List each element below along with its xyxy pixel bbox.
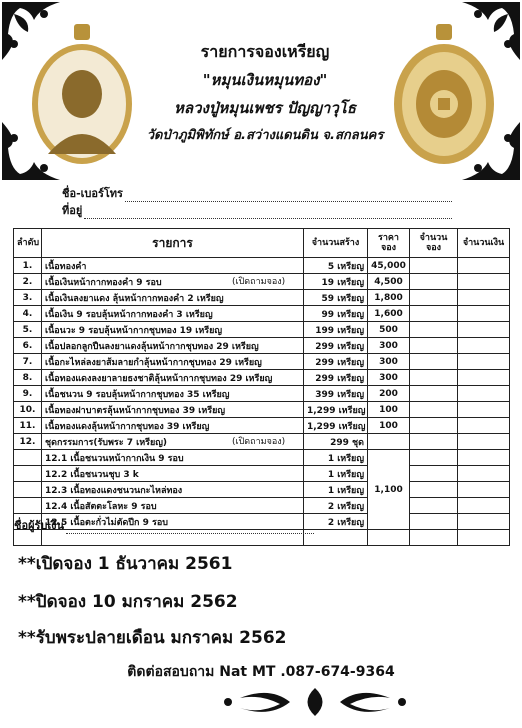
row-amount-cell[interactable]: [458, 434, 510, 450]
table-row: [14, 306, 510, 322]
sub-row-item: 12.3 เนื้อทองแดงชนวนกะไหล่ทอง: [42, 482, 304, 498]
row-price: 100: [368, 418, 410, 434]
row-order-qty-cell[interactable]: [410, 322, 458, 338]
row-item-label: เนื้อเงินลงยาแดง ลุ้นหน้ากากทองคำ 2 เหรียญ: [45, 293, 224, 304]
row-item-label: เนื้อทองฝาบาตรลุ้นหน้ากากชุบทอง 39 เหรียญ: [45, 405, 226, 416]
row-item-label: เนื้อทองแดงลงยาลายธงชาติลุ้นหน้ากากชุบทอง 29 เหรียญ: [45, 373, 273, 384]
row-order-qty-cell[interactable]: [410, 418, 458, 434]
table-row: [14, 354, 510, 370]
row-amount-cell[interactable]: [458, 466, 510, 482]
row-price-cell: [368, 434, 410, 450]
row-price: 300: [368, 338, 410, 354]
row-order-qty-cell[interactable]: [410, 450, 458, 466]
row-qty: 299 ชุด: [304, 434, 368, 450]
sub-row-qty: 1 เหรียญ: [304, 466, 368, 482]
row-no: 6.: [14, 338, 42, 354]
address-line[interactable]: [84, 208, 452, 219]
name-phone-line[interactable]: [125, 191, 452, 202]
table-header-row: [14, 229, 510, 258]
row-no: 11.: [14, 418, 42, 434]
row-no: 8.: [14, 370, 42, 386]
row-qty: 299 เหรียญ: [304, 354, 368, 370]
row-qty: 5 เหรียญ: [304, 258, 368, 274]
row-item: [42, 274, 304, 290]
row-order-qty-cell[interactable]: [410, 370, 458, 386]
blank-cell: [368, 530, 410, 546]
sub-row-qty: 1 เหรียญ: [304, 450, 368, 466]
row-item: [42, 322, 304, 338]
header-item: รายการ: [42, 229, 304, 258]
row-price: 100: [368, 402, 410, 418]
receiver-line[interactable]: [66, 523, 314, 534]
row-item-label: ชุดกรรมการ(รับพระ 7 เหรียญ): [45, 437, 168, 448]
table-sub-row: [14, 450, 510, 466]
row-amount-cell[interactable]: [458, 482, 510, 498]
row-no: 5.: [14, 322, 42, 338]
row-amount-cell[interactable]: [458, 514, 510, 530]
name-phone-field[interactable]: [62, 186, 452, 202]
row-no: 2.: [14, 274, 42, 290]
row-qty: 299 เหรียญ: [304, 338, 368, 354]
row-item-label: เนื้อนวะ 9 รอบลุ้นหน้ากากชุบทอง 19 เหรียญ: [45, 325, 223, 336]
header-price: ราคาจอง: [368, 229, 410, 258]
row-no-empty: [14, 482, 42, 498]
row-item: [42, 338, 304, 354]
row-no: 4.: [14, 306, 42, 322]
row-price: 200: [368, 386, 410, 402]
row-qty: 1,299 เหรียญ: [304, 402, 368, 418]
row-amount-cell[interactable]: [458, 354, 510, 370]
note-receive-date: **รับพระปลายเดือน มกราคม 2562: [18, 628, 287, 648]
table-row: [14, 402, 510, 418]
row-amount-cell[interactable]: [458, 386, 510, 402]
row-price: 500: [368, 322, 410, 338]
row-amount-cell[interactable]: [458, 418, 510, 434]
row-no-empty: [14, 466, 42, 482]
table-row: [14, 370, 510, 386]
medal-front-image: [28, 24, 136, 166]
note-open-date: **เปิดจอง 1 ธันวาคม 2561: [18, 554, 233, 574]
row-price: 4,500: [368, 274, 410, 290]
header-titles: [140, 38, 390, 150]
row-item-label: เนื้อทองคำ: [45, 261, 87, 272]
row-item-label: เนื้อเงิน 9 รอบลุ้นหน้ากากทองคำ 3 เหรียญ: [45, 309, 213, 320]
title-line-2: "หมุนเงินหมุนทอง": [202, 71, 328, 89]
row-tag: (เปิดถามจอง): [232, 437, 286, 447]
row-order-qty-cell[interactable]: [410, 290, 458, 306]
contact-info: ติดต่อสอบถาม Nat MT .087-674-9364: [127, 664, 395, 680]
row-qty: 19 เหรียญ: [304, 274, 368, 290]
row-price: 45,000: [368, 258, 410, 274]
table-sub-row: [14, 466, 510, 482]
row-amount-cell[interactable]: [458, 402, 510, 418]
table-sub-row: [14, 482, 510, 498]
row-item: [42, 290, 304, 306]
row-no: 1.: [14, 258, 42, 274]
row-order-qty-cell[interactable]: [410, 402, 458, 418]
row-item: [42, 418, 304, 434]
row-price: 1,800: [368, 290, 410, 306]
name-phone-label: ชื่อ-เบอร์โทร: [62, 187, 123, 200]
table-row: [14, 386, 510, 402]
row-item-label: เนื้อกะไหล่ลงยาส้มลายกำลุ้นหน้ากากชุบทอง 29 เหรียญ: [45, 357, 262, 368]
row-item: [42, 306, 304, 322]
order-table: [13, 228, 510, 546]
row-no: 12.: [14, 434, 42, 450]
footer-ornament: [220, 684, 410, 720]
row-order-qty-cell[interactable]: [410, 514, 458, 530]
table-row: [14, 338, 510, 354]
row-amount-cell[interactable]: [458, 258, 510, 274]
table-row: [14, 258, 510, 274]
blank-cell: [458, 530, 510, 546]
row-qty: 59 เหรียญ: [304, 290, 368, 306]
row-no-empty: [14, 498, 42, 514]
contact-fields: [62, 186, 452, 220]
row-item-label: เนื้อทองแดงลุ้นหน้ากากชุบทอง 39 เหรียญ: [45, 421, 210, 432]
header-amount: จำนวนเงิน: [458, 229, 510, 258]
sub-row-item: 12.2 เนื้อชนวนชุบ 3 k: [42, 466, 304, 482]
sub-row-item: 12.5 เนื้อตะกั่วไม่ตัดปีก 9 รอบ: [42, 514, 304, 530]
row-amount-cell[interactable]: [458, 370, 510, 386]
row-item-label: เนื้อชนวน 9 รอบลุ้นหน้ากากชุบทอง 35 เหรียญ: [45, 389, 230, 400]
row-price: 300: [368, 354, 410, 370]
set-price: 1,100: [368, 450, 410, 530]
row-item-label: เนื้อเงินหน้ากากทองคำ 9 รอบ: [45, 277, 162, 288]
row-item: [42, 258, 304, 274]
header-order-qty: จำนวนจอง: [410, 229, 458, 258]
row-item: [42, 386, 304, 402]
row-item: [42, 370, 304, 386]
row-amount-cell[interactable]: [458, 306, 510, 322]
row-no: 10.: [14, 402, 42, 418]
title-line-3: หลวงปู่หมุนเพชร ปัญญาวุโธ: [174, 99, 356, 117]
sub-row-qty: 2 เหรียญ: [304, 514, 368, 530]
title-line-1: รายการจองเหรียญ: [200, 42, 330, 61]
row-item: [42, 402, 304, 418]
row-qty: 199 เหรียญ: [304, 322, 368, 338]
row-order-qty-cell[interactable]: [410, 386, 458, 402]
row-order-qty-cell[interactable]: [410, 354, 458, 370]
sub-row-qty: 1 เหรียญ: [304, 482, 368, 498]
row-amount-cell[interactable]: [458, 274, 510, 290]
table-row: [14, 418, 510, 434]
row-no: 9.: [14, 386, 42, 402]
header-no: ลำดับ: [14, 229, 42, 258]
note-close-date: **ปิดจอง 10 มกราคม 2562: [18, 592, 238, 612]
row-amount-cell[interactable]: [458, 498, 510, 514]
table-row: [14, 322, 510, 338]
receiver-label: ชื่อผู้รับเงิน: [14, 519, 65, 532]
header-qty: จำนวนสร้าง: [304, 229, 368, 258]
row-amount-cell[interactable]: [458, 450, 510, 466]
row-order-qty-cell[interactable]: [410, 434, 458, 450]
blank-cell: [410, 530, 458, 546]
medal-back-image: [390, 24, 498, 166]
row-order-qty-cell[interactable]: [410, 466, 458, 482]
sub-row-qty: 2 เหรียญ: [304, 498, 368, 514]
address-field[interactable]: [62, 203, 452, 219]
title-line-4: วัดป่าภูมิพิทักษ์ อ.สว่างแดนดิน จ.สกลนคร: [146, 128, 384, 143]
table-row: [14, 290, 510, 306]
row-order-qty-cell[interactable]: [410, 498, 458, 514]
row-item-label: เนื้อปลอกลูกปืนลงยาแดงลุ้นหน้ากากชุบทอง 29 เหรียญ: [45, 341, 259, 352]
row-order-qty-cell[interactable]: [410, 258, 458, 274]
row-no-empty: [14, 450, 42, 466]
row-order-qty-cell[interactable]: [410, 306, 458, 322]
address-label: ที่อยู่: [62, 204, 83, 217]
sub-row-item: 12.4 เนื้อสัตตะโลหะ 9 รอบ: [42, 498, 304, 514]
row-qty: 99 เหรียญ: [304, 306, 368, 322]
row-price: 1,600: [368, 306, 410, 322]
row-qty: 399 เหรียญ: [304, 386, 368, 402]
row-qty: 299 เหรียญ: [304, 370, 368, 386]
row-order-qty-cell[interactable]: [410, 274, 458, 290]
sub-row-item: 12.1 เนื้อชนวนหน้ากากเงิน 9 รอบ: [42, 450, 304, 466]
row-order-qty-cell[interactable]: [410, 338, 458, 354]
row-no: 7.: [14, 354, 42, 370]
row-amount-cell[interactable]: [458, 322, 510, 338]
table-sub-row: [14, 498, 510, 514]
row-amount-cell[interactable]: [458, 290, 510, 306]
row-tag: (เปิดถามจอง): [232, 277, 286, 287]
row-order-qty-cell[interactable]: [410, 482, 458, 498]
receiver-field[interactable]: [14, 516, 314, 534]
table-row-set: [14, 434, 510, 450]
table-row: [14, 274, 510, 290]
row-qty: 1,299 เหรียญ: [304, 418, 368, 434]
row-amount-cell[interactable]: [458, 338, 510, 354]
row-no: 3.: [14, 290, 42, 306]
row-item: [42, 434, 304, 450]
row-item: [42, 354, 304, 370]
row-price: 300: [368, 370, 410, 386]
